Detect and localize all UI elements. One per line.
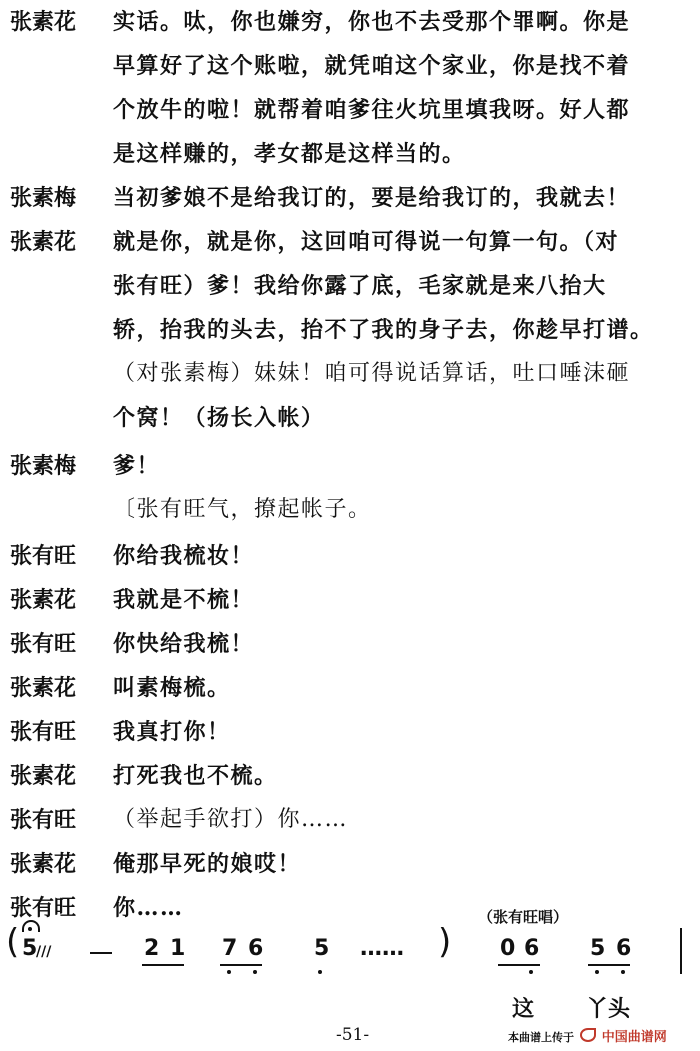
speaker-name: 张素梅 bbox=[10, 185, 77, 211]
note: 7 bbox=[222, 936, 238, 961]
beam bbox=[588, 964, 630, 966]
dialogue-line bbox=[0, 310, 700, 350]
beam bbox=[220, 964, 262, 966]
speaker-name: 张素花 bbox=[10, 9, 77, 35]
dialogue-line bbox=[0, 580, 700, 620]
dialogue-text: 就是你，就是你，这回咱可得说一句算一句。（对 bbox=[113, 229, 620, 255]
dialogue-line bbox=[0, 756, 700, 796]
page-number: -51- bbox=[336, 1025, 370, 1045]
note: 2 bbox=[144, 936, 160, 961]
dialogue-text: 轿，抬我的头去，抬不了我的身子去，你趁早打谱。 bbox=[113, 317, 654, 343]
dialogue-line bbox=[0, 668, 700, 708]
low-octave-dot bbox=[318, 970, 322, 974]
note: 6 bbox=[616, 936, 632, 961]
open-paren: ( bbox=[6, 922, 20, 962]
speaker-name: 张素花 bbox=[10, 763, 77, 789]
note: 0 bbox=[500, 936, 516, 961]
dialogue-line bbox=[0, 624, 700, 664]
low-octave-dot bbox=[621, 970, 625, 974]
note: 1 bbox=[170, 936, 186, 961]
dialogue-text: 我就是不梳！ bbox=[113, 587, 255, 613]
dialogue-text: 〔张有旺气，撩起帐子。 bbox=[113, 497, 372, 522]
speaker-name: 张素梅 bbox=[10, 453, 77, 479]
tremolo-icon: /// bbox=[36, 944, 52, 960]
watermark bbox=[508, 1026, 667, 1045]
dialogue-line bbox=[0, 90, 700, 130]
note: 5 bbox=[314, 936, 330, 961]
speaker-name: 张有旺 bbox=[10, 719, 77, 745]
dialogue-text: 张有旺）爹！我给你露了底，毛家就是来八抬大 bbox=[113, 273, 607, 299]
dialogue-line bbox=[0, 134, 700, 174]
dialogue-text: （举起手欲打）你…… bbox=[113, 807, 349, 832]
dialogue-text: 我真打你！ bbox=[113, 719, 231, 745]
dialogue-line bbox=[0, 46, 700, 86]
dialogue-text: 当初爹娘不是给我订的，要是给我订的，我就去！ bbox=[113, 185, 631, 211]
dialogue-text: 叫素梅梳。 bbox=[113, 675, 231, 701]
dialogue-line bbox=[0, 354, 700, 394]
low-octave-dot bbox=[253, 970, 257, 974]
dialogue-line bbox=[0, 800, 700, 840]
low-octave-dot bbox=[595, 970, 599, 974]
watermark-text: 本曲谱上传于 bbox=[508, 1031, 574, 1044]
low-octave-dot bbox=[227, 970, 231, 974]
dialogue-line bbox=[0, 266, 700, 306]
ellipsis: …… bbox=[360, 936, 404, 961]
site-logo-icon bbox=[580, 1028, 596, 1042]
speaker-name: 张素花 bbox=[10, 587, 77, 613]
low-octave-dot bbox=[529, 970, 533, 974]
dialogue-line bbox=[0, 446, 700, 486]
beam bbox=[498, 964, 540, 966]
note: 6 bbox=[248, 936, 264, 961]
dialogue-text: 实话。呔，你也嫌穷，你也不去受那个罪啊。你是 bbox=[113, 9, 631, 35]
dialogue-line bbox=[0, 2, 700, 42]
speaker-name: 张有旺 bbox=[10, 631, 77, 657]
dialogue-text: 是这样赚的，孝女都是这样当的。 bbox=[113, 141, 466, 167]
speaker-name: 张素花 bbox=[10, 675, 77, 701]
beam bbox=[142, 964, 184, 966]
speaker-name: 张素花 bbox=[10, 851, 77, 877]
speaker-name: 张有旺 bbox=[10, 543, 77, 569]
speaker-name: 张素花 bbox=[10, 229, 77, 255]
note: 6 bbox=[524, 936, 540, 961]
sustain-dash bbox=[90, 952, 112, 954]
dialogue-text: 你给我梳妆！ bbox=[113, 543, 255, 569]
dialogue-line bbox=[0, 712, 700, 752]
dialogue-text: 个放牛的啦！就帮着咱爹往火坑里填我呀。好人都 bbox=[113, 97, 631, 123]
lyric: 丫头 bbox=[586, 996, 631, 1022]
close-paren: ) bbox=[438, 922, 452, 962]
barline bbox=[680, 928, 682, 974]
dialogue-text: 你…… bbox=[113, 895, 184, 921]
speaker-name: 张有旺 bbox=[10, 895, 77, 921]
watermark-brand: 中国曲谱网 bbox=[601, 1030, 667, 1045]
dialogue-line bbox=[0, 398, 700, 438]
note: 5 bbox=[590, 936, 606, 961]
dialogue-line bbox=[0, 536, 700, 576]
dialogue-text: 爹！ bbox=[113, 453, 161, 479]
speaker-name: 张有旺 bbox=[10, 807, 77, 833]
dialogue-line bbox=[0, 844, 700, 884]
dialogue-line bbox=[0, 178, 700, 218]
dialogue-text: 你快给我梳！ bbox=[113, 631, 255, 657]
dialogue-line bbox=[0, 222, 700, 262]
dialogue-text: （对张素梅）妹妹！咱可得说话算话，吐口唾沫砸 bbox=[113, 361, 631, 386]
fermata-dot bbox=[28, 927, 32, 931]
dialogue-line bbox=[0, 490, 700, 530]
singer-note: （张有旺唱） bbox=[478, 908, 569, 926]
dialogue-text: 俺那早死的娘哎！ bbox=[113, 851, 302, 877]
music-notation bbox=[0, 900, 700, 1040]
dialogue-text: 早算好了这个账啦，就凭咱这个家业，你是找不着 bbox=[113, 53, 631, 79]
note: 5 bbox=[22, 936, 38, 961]
lyric: 这 bbox=[512, 996, 535, 1022]
dialogue-text: 个窝！（扬长入帐） bbox=[113, 405, 325, 431]
dialogue-text: 打死我也不梳。 bbox=[113, 763, 278, 789]
